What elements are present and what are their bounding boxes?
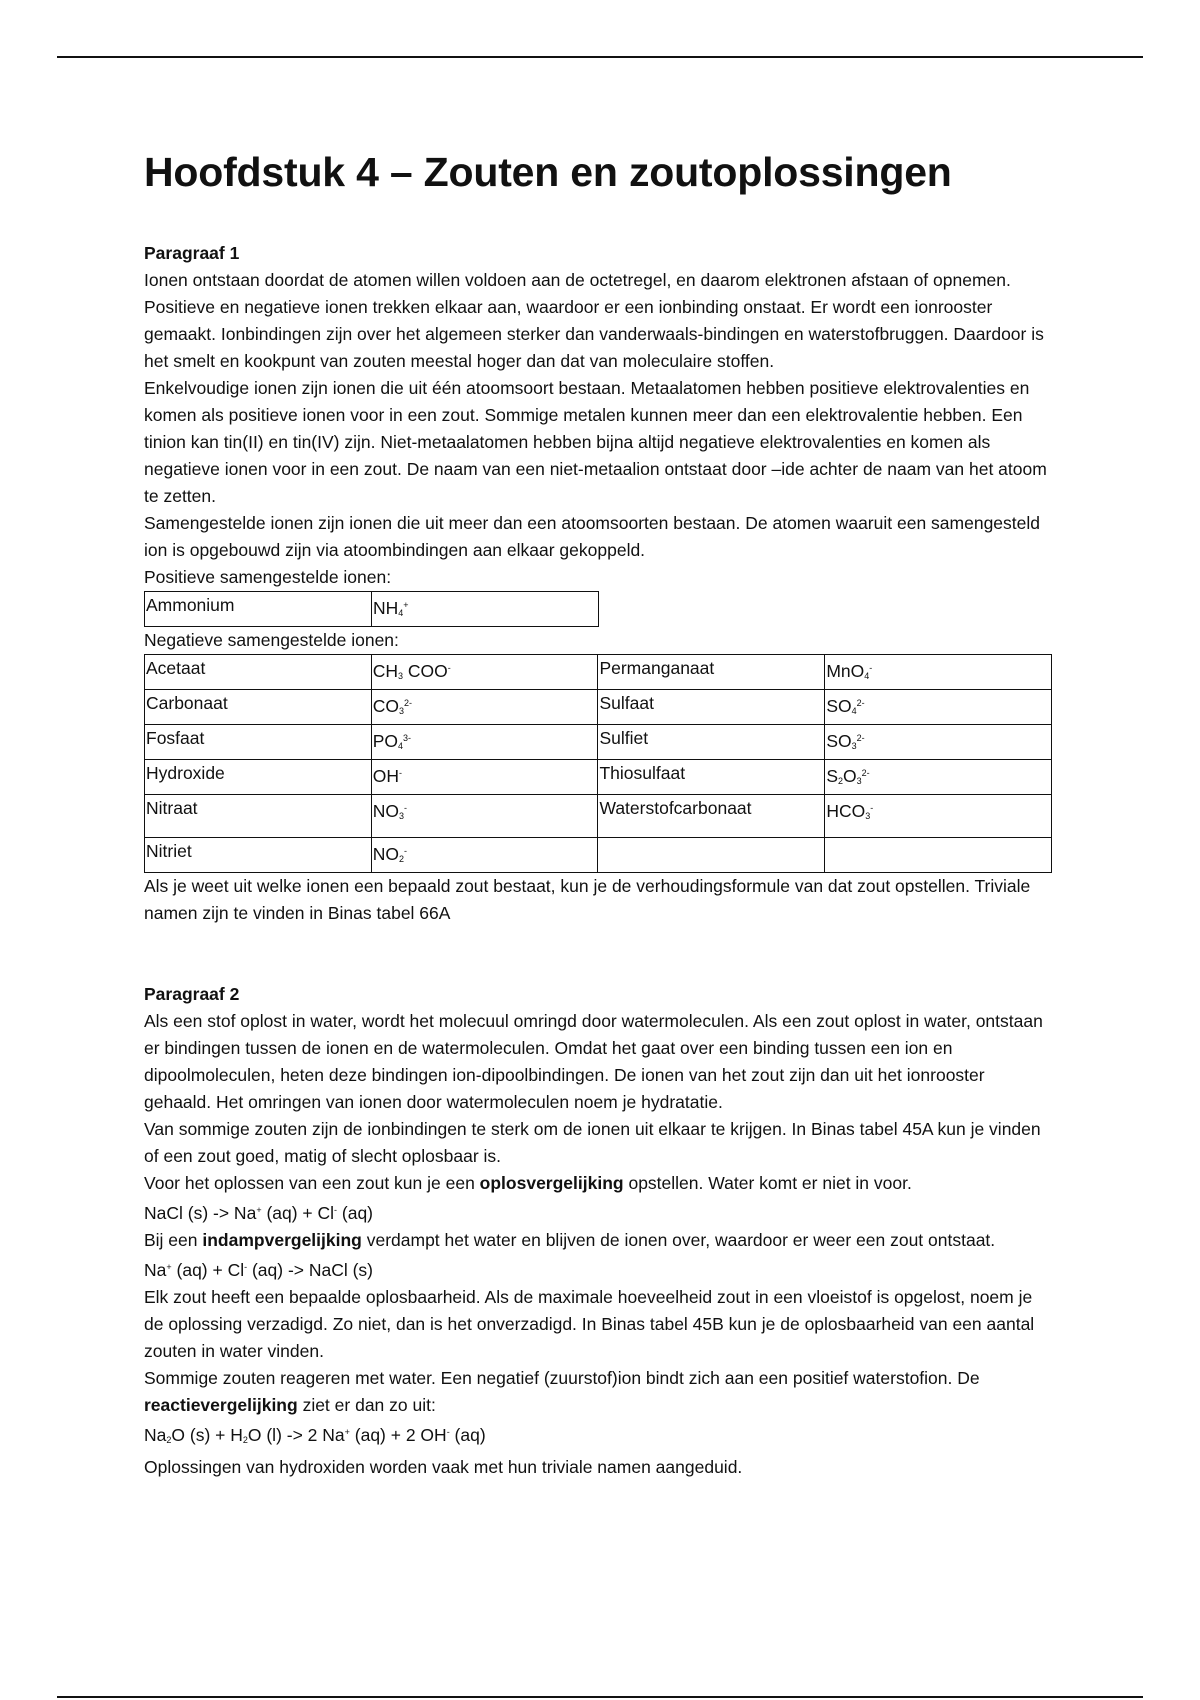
ion-formula-cell xyxy=(825,838,1052,873)
ion-name-cell: Thiosulfaat xyxy=(598,760,825,795)
ion-formula-cell: MnO$_4$- xyxy=(825,655,1052,690)
section-1-paragraph-4: Als je weet uit welke ionen een bepaald zout bestaat, kun je de verhoudingsformule van dat zout opstellen. Triviale namen zijn te vinden in Binas tabel 66A xyxy=(144,876,1031,923)
term-reactievergelijking: reactievergelijking xyxy=(144,1395,298,1415)
ion-name-cell: Sulfaat xyxy=(598,690,825,725)
section-2-paragraph-2: Van sommige zouten zijn de ionbindingen te sterk om de ionen uit elkaar te krijgen. In Binas tabel 45A kun je vinden of een zout goed, matig of slecht oplosbaar is. xyxy=(144,1119,1041,1166)
ion-name-cell: Hydroxide xyxy=(145,760,372,795)
ion-name-cell: Carbonaat xyxy=(145,690,372,725)
header-rule xyxy=(57,56,1143,58)
ion-name-cell: Acetaat xyxy=(145,655,372,690)
ion-formula-cell: $CH_3$ COO- xyxy=(371,655,598,690)
ion-formula-cell: $NH_4^+$ xyxy=(372,592,599,627)
chapter-title: Hoofdstuk 4 – Zouten en zoutoplossingen xyxy=(144,149,952,195)
ion-name-cell: Nitraat xyxy=(145,795,372,838)
document-page xyxy=(144,146,1056,1481)
ion-formula-cell: $S_2O_3^{2-}$ xyxy=(825,760,1052,795)
section-2-paragraph-6: Sommige zouten reageren met water. Een negatief (zuurstof)ion bindt zich aan een positief waterstofion. De reactievergelijking ziet er dan zo uit: xyxy=(144,1368,980,1415)
ion-name-cell: Sulfiet xyxy=(598,725,825,760)
ion-name-cell: Ammonium xyxy=(145,592,372,627)
ion-formula-cell: $PO_4^{3-}$ xyxy=(371,725,598,760)
section-1-paragraph-2: Enkelvoudige ionen zijn ionen die uit één atoomsoort bestaan. Metaalatomen hebben positieve elektrovalenties en komen als positieve ionen voor in een zout. Sommige metalen kunnen meer dan een elektrovalentie hebben. Een tinion kan tin(II) en tin(IV) zijn. Niet-metaalatomen hebben bijna altijd negatieve elektrovalenties en komen als negatieve ionen voor in een zout. De naam van een niet-metaalion ontstaat door –ide achter de naam van het atoom te zetten. xyxy=(144,378,1047,506)
table-row xyxy=(145,838,1052,873)
equation-evaporation: Na+ (aq) + Cl- (aq) -> NaCl (s) xyxy=(144,1260,374,1280)
ion-formula-cell: $NO_3^-$ xyxy=(371,795,598,838)
ion-formula-cell: $SO_3^{2-}$ xyxy=(825,725,1052,760)
section-2-paragraph-3: Voor het oplossen van een zout kun je een oplosvergelijking opstellen. Water komt er niet in voor. xyxy=(144,1173,912,1193)
ion-name-cell: Fosfaat xyxy=(145,725,372,760)
section-2-paragraph-1: Als een stof oplost in water, wordt het molecuul omringd door watermoleculen. Als een zout oplost in water, ontstaan er bindingen tussen de ionen en de watermoleculen. Omdat het gaat over een binding tussen een ion en dipoolmoleculen, heten deze bindingen ion-dipoolbindingen. De ionen van het zout zijn dan uit het ionrooster gehaald. Het omringen van ionen door watermoleculen noem je hydratatie. xyxy=(144,1011,1043,1112)
ion-name-cell: Waterstofcarbonaat xyxy=(598,795,825,838)
negative-ions-table xyxy=(144,654,1052,873)
equation-reaction: $Na_2O$ $(s) + H_2O$ (l) -> 2 Na+ (aq) + 2 OH- (aq) xyxy=(144,1425,486,1445)
ion-name-cell: Nitriet xyxy=(145,838,372,873)
ion-formula-cell: OH- xyxy=(371,760,598,795)
section-2-title: Paragraaf 2 xyxy=(144,984,240,1004)
positive-ions-table xyxy=(144,591,599,627)
negative-ions-label: Negatieve samengestelde ionen: xyxy=(144,630,399,650)
ion-name-cell: Permanganaat xyxy=(598,655,825,690)
ion-formula-cell: $HCO_3^-$ xyxy=(825,795,1052,838)
section-2-paragraph-5: Elk zout heeft een bepaalde oplosbaarheid. Als de maximale hoeveelheid zout in een vloeistof is opgelost, noem je de oplossing verzadigd. Zo niet, dan is het onverzadigd. In Binas tabel 45B kun je de oplosbaarheid van een aantal zouten in water vinden. xyxy=(144,1287,1035,1361)
term-oplosvergelijking: oplosvergelijking xyxy=(479,1173,624,1193)
section-2-paragraph-4: Bij een indampvergelijking verdampt het water en blijven de ionen over, waardoor er weer een zout ontstaat. xyxy=(144,1230,996,1250)
table-row xyxy=(145,690,1052,725)
ion-formula-cell: $SO_4^{2-}$ xyxy=(825,690,1052,725)
table-row xyxy=(145,655,1052,690)
ion-formula-cell: $CO_3^{2-}$ xyxy=(371,690,598,725)
section-1-paragraph-3: Samengestelde ionen zijn ionen die uit meer dan een atoomsoorten bestaan. De atomen waaruit een samengesteld ion is opgebouwd zijn via atoombindingen aan elkaar gekoppeld. xyxy=(144,513,1040,560)
equation-dissolving: NaCl (s) -> Na+ (aq) + Cl- (aq) xyxy=(144,1203,374,1223)
term-indampvergelijking: indampvergelijking xyxy=(202,1230,362,1250)
ion-formula-cell: $NO_2^-$ xyxy=(371,838,598,873)
section-2-paragraph-7: Oplossingen van hydroxiden worden vaak met hun triviale namen aangeduid. xyxy=(144,1457,743,1477)
table-row xyxy=(145,760,1052,795)
section-1-title: Paragraaf 1 xyxy=(144,243,240,263)
positive-ions-label: Positieve samengestelde ionen: xyxy=(144,567,392,587)
ion-name-cell xyxy=(598,838,825,873)
table-row xyxy=(145,592,599,627)
table-row xyxy=(145,795,1052,838)
section-1-paragraph-1: Ionen ontstaan doordat de atomen willen voldoen aan de octetregel, en daarom elektronen afstaan of opnemen. Positieve en negatieve ionen trekken elkaar aan, waardoor er een ionbinding onstaat. Er wordt een ionrooster gemaakt. Ionbindingen zijn over het algemeen sterker dan vanderwaals-bindingen en waterstofbruggen. Daardoor is het smelt en kookpunt van zouten meestal hoger dan dat van moleculaire stoffen. xyxy=(144,270,1044,371)
footer-rule xyxy=(57,1696,1143,1698)
table-row xyxy=(145,725,1052,760)
